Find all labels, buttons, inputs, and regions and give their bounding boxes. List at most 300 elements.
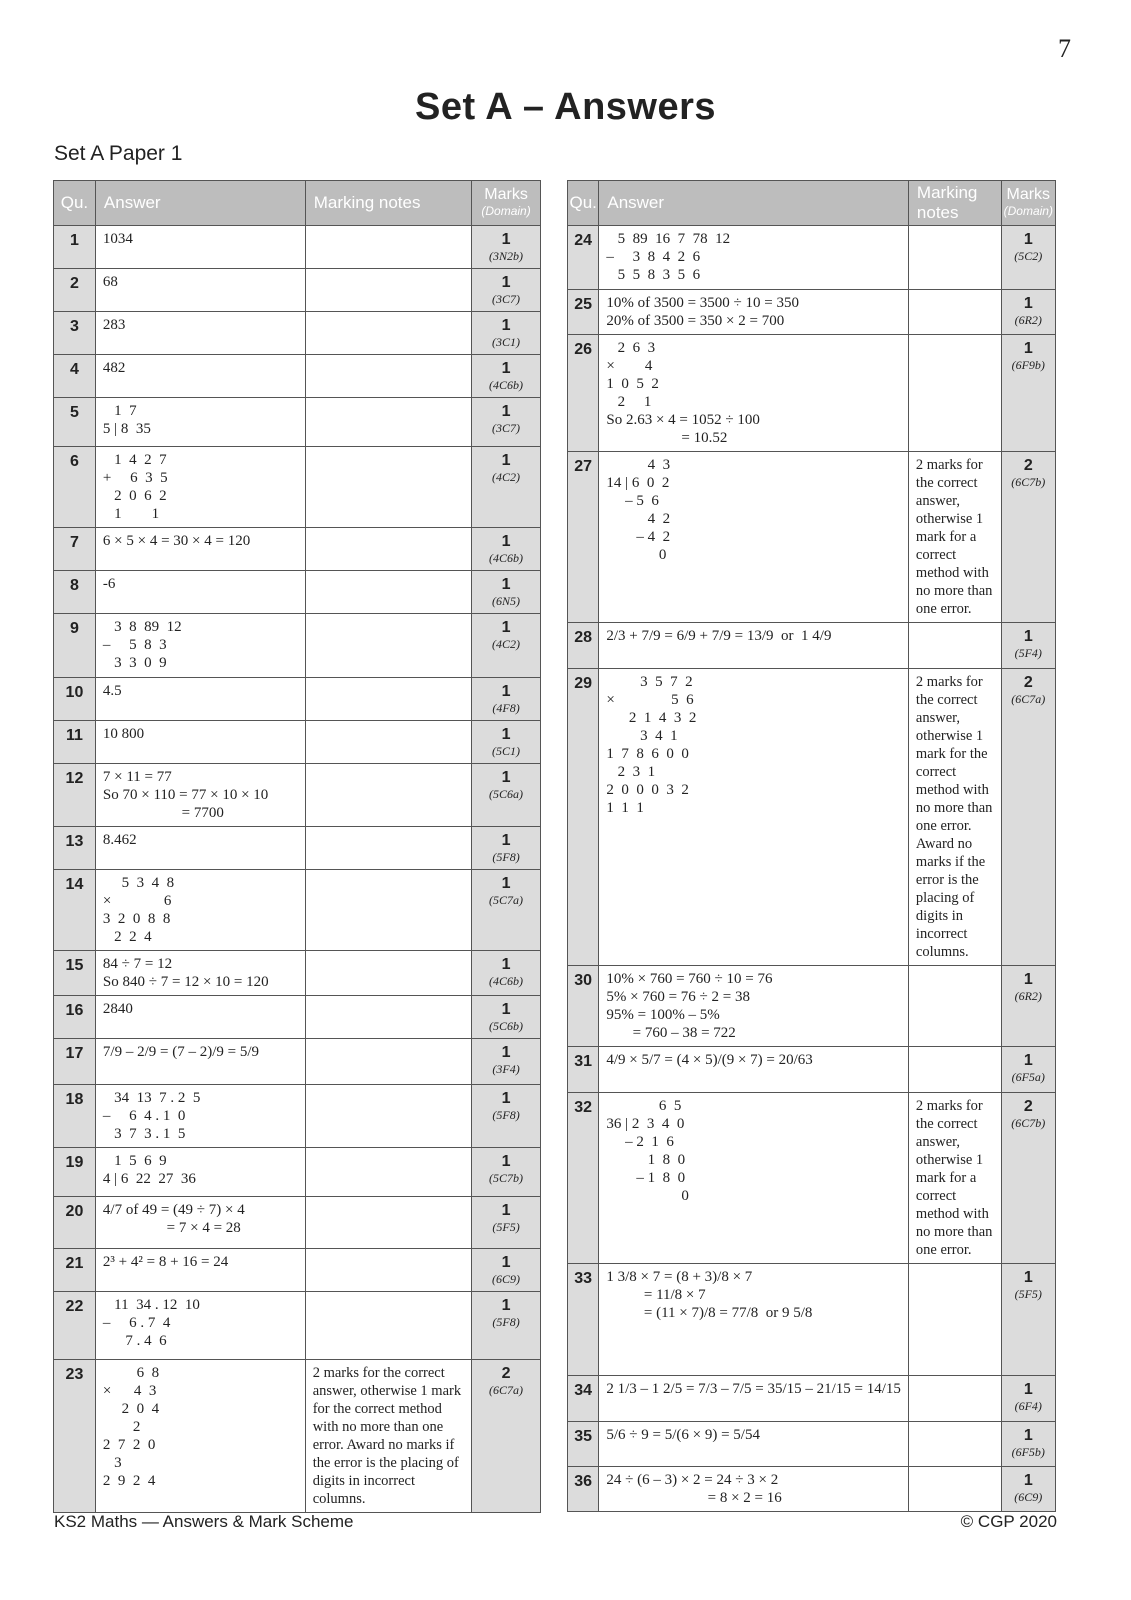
marks-value: 1 — [1023, 340, 1033, 357]
question-number: 24 — [568, 226, 599, 290]
answer-line: 3 — [102, 1455, 122, 1471]
answer-cell — [95, 721, 305, 764]
marks-value: 1 — [501, 956, 511, 973]
answer-line: So 70 × 110 = 77 × 10 × 10 — [102, 787, 269, 803]
answer-cell — [599, 1467, 909, 1512]
table-row — [568, 452, 1056, 623]
question-number: 19 — [54, 1148, 96, 1197]
answer-line: 84 ÷ 7 = 12 — [102, 956, 173, 972]
answer-line: 4/7 of 49 = (49 ÷ 7) × 4 — [102, 1202, 245, 1218]
answer-line: – 6 . 7 4 — [102, 1315, 171, 1331]
marking-notes-cell — [305, 1039, 471, 1085]
table-row — [568, 1376, 1056, 1422]
table-row — [568, 623, 1056, 669]
question-number: 17 — [54, 1039, 96, 1085]
answer-line: + 6 3 5 — [102, 470, 168, 486]
marks-cell — [1001, 335, 1055, 452]
marks-value: 1 — [1023, 1052, 1033, 1069]
answer-line: 4 3 — [606, 457, 671, 473]
domain-code: (4F8) — [492, 701, 520, 715]
domain-code: (4C6b) — [489, 378, 524, 392]
table-row — [568, 966, 1056, 1047]
marking-notes-cell — [305, 764, 471, 827]
marking-notes-cell: 2 marks for the correct answer, otherwise 1 mark for a correct method with no more than one error. — [908, 1093, 1001, 1264]
marks-cell — [472, 269, 541, 312]
marking-notes-cell — [305, 721, 471, 764]
table-row — [54, 1197, 541, 1249]
answer-line: 5% × 760 = 76 ÷ 2 = 38 — [606, 989, 750, 1005]
marks-value: 1 — [501, 726, 511, 743]
table-row — [54, 721, 541, 764]
answer-line: 1 7 8 6 0 0 — [606, 746, 689, 762]
answer-line: = 10.52 — [606, 430, 728, 446]
marking-notes-cell — [908, 966, 1001, 1047]
question-number: 16 — [54, 996, 96, 1039]
answers-table-right-body — [568, 226, 1056, 1512]
answer-line: = 11/8 × 7 — [606, 1287, 706, 1303]
question-number: 35 — [568, 1422, 599, 1467]
answer-line: 5 | 8 35 — [102, 421, 151, 437]
answer-line: 482 — [102, 360, 126, 376]
marking-notes-cell — [305, 269, 471, 312]
answer-line: 2 9 2 4 — [102, 1473, 156, 1489]
marks-cell — [472, 764, 541, 827]
marks-value: 2 — [1023, 457, 1033, 474]
answer-cell — [95, 1085, 305, 1148]
marks-value: 1 — [501, 403, 511, 420]
answer-line: 2 0 4 — [102, 1401, 160, 1417]
answer-cell — [95, 269, 305, 312]
marking-notes-cell — [305, 827, 471, 870]
marks-cell — [472, 870, 541, 951]
answer-line: -6 — [102, 576, 116, 592]
domain-code: (6C7a) — [1011, 692, 1046, 706]
answer-cell — [95, 678, 305, 721]
table-row — [54, 571, 541, 614]
answer-line: 2³ + 4² = 8 + 16 = 24 — [102, 1254, 229, 1270]
marks-value: 2 — [501, 1365, 511, 1382]
header-answer: Answer — [95, 181, 305, 226]
answer-line: 4 2 — [606, 511, 671, 527]
marks-cell — [472, 721, 541, 764]
question-number: 23 — [54, 1360, 96, 1513]
question-number: 2 — [54, 269, 96, 312]
answer-line: 20% of 3500 = 350 × 2 = 700 — [606, 313, 785, 329]
marks-value: 1 — [1023, 1381, 1033, 1398]
domain-code: (5C6a) — [489, 787, 524, 801]
marks-cell — [1001, 966, 1055, 1047]
question-number: 33 — [568, 1264, 599, 1376]
header-notes: Marking notes — [908, 181, 1001, 226]
answer-line: 2 3 1 — [606, 764, 656, 780]
answer-cell — [95, 1039, 305, 1085]
domain-code: (3N2b) — [489, 249, 524, 263]
table-row — [568, 1264, 1056, 1376]
domain-code: (6N5) — [492, 594, 521, 608]
table-row — [54, 614, 541, 678]
answer-cell — [95, 312, 305, 355]
question-number: 5 — [54, 398, 96, 447]
marks-cell — [472, 571, 541, 614]
table-row — [54, 1249, 541, 1292]
answer-cell — [599, 226, 909, 290]
marking-notes-cell — [305, 571, 471, 614]
domain-code: (5F8) — [492, 850, 520, 864]
answer-cell — [95, 614, 305, 678]
answer-line: 2 1/3 – 1 2/5 = 7/3 – 7/5 = 35/15 – 21/15 = 14/15 — [606, 1381, 901, 1397]
marks-cell — [1001, 290, 1055, 335]
question-number: 29 — [568, 669, 599, 966]
table-row — [54, 312, 541, 355]
domain-code: (6C7b) — [1011, 1116, 1046, 1130]
answers-table-left-body — [54, 226, 541, 1513]
marks-cell — [1001, 1422, 1055, 1467]
answer-cell — [95, 764, 305, 827]
marks-value: 1 — [501, 360, 511, 377]
table-header-row — [54, 181, 541, 226]
footer-left: KS2 Maths — Answers & Mark Scheme — [54, 1512, 354, 1531]
header-marks — [472, 181, 541, 226]
marking-notes-cell — [908, 1376, 1001, 1422]
answer-line: – 6 4 . 1 0 — [102, 1108, 186, 1124]
answer-line: 10% × 760 = 760 ÷ 10 = 76 — [606, 971, 773, 987]
header-marks-label: Marks — [484, 186, 528, 203]
marks-cell — [472, 1148, 541, 1197]
marking-notes-cell — [305, 1249, 471, 1292]
answer-line: × 4 — [606, 358, 653, 374]
marking-notes-cell — [908, 1422, 1001, 1467]
answer-line: 2 0 6 2 — [102, 488, 167, 504]
marks-cell — [472, 1360, 541, 1513]
marking-notes-cell — [305, 447, 471, 528]
answer-cell — [95, 827, 305, 870]
marks-cell — [1001, 1264, 1055, 1376]
answer-line: – 4 2 — [606, 529, 671, 545]
domain-code: (6R2) — [1014, 313, 1042, 327]
answer-line: 2 0 0 0 3 2 — [606, 782, 689, 798]
answer-line: 7 × 11 = 77 — [102, 769, 172, 785]
table-header-row — [568, 181, 1056, 226]
marks-value: 1 — [501, 832, 511, 849]
page-number: 7 — [1058, 34, 1071, 63]
answer-line: 3 2 0 8 8 — [102, 911, 171, 927]
answer-line: 2 1 — [606, 394, 652, 410]
domain-code: (4C2) — [492, 470, 521, 484]
domain-code: (5F8) — [492, 1315, 520, 1329]
marks-cell — [472, 678, 541, 721]
marks-value: 1 — [501, 452, 511, 469]
domain-code: (3C7) — [492, 421, 521, 435]
domain-code: (3C1) — [492, 335, 521, 349]
marking-notes-cell — [908, 226, 1001, 290]
answer-line: = 8 × 2 = 16 — [606, 1490, 782, 1506]
domain-code: (5C7b) — [489, 1171, 524, 1185]
question-number: 13 — [54, 827, 96, 870]
marks-value: 1 — [501, 683, 511, 700]
answer-line: × 6 — [102, 893, 172, 909]
table-row — [54, 528, 541, 571]
marks-value: 1 — [501, 1297, 511, 1314]
answer-cell — [95, 226, 305, 269]
marks-cell — [472, 614, 541, 678]
question-number: 31 — [568, 1047, 599, 1093]
domain-code: (4C2) — [492, 637, 521, 651]
table-row — [54, 226, 541, 269]
marks-value: 1 — [1023, 1472, 1033, 1489]
answer-line: 10% of 3500 = 3500 ÷ 10 = 350 — [606, 295, 800, 311]
marks-cell — [472, 1197, 541, 1249]
answer-line: = (11 × 7)/8 = 77/8 or 9 5/8 — [606, 1305, 813, 1321]
answer-line: – 3 8 4 2 6 — [606, 249, 701, 265]
question-number: 15 — [54, 951, 96, 996]
answer-cell — [599, 1376, 909, 1422]
marks-cell — [1001, 452, 1055, 623]
header-marks-label: Marks — [1006, 186, 1051, 203]
question-number: 9 — [54, 614, 96, 678]
domain-code: (6C7b) — [1011, 475, 1046, 489]
question-number: 28 — [568, 623, 599, 669]
question-number: 14 — [54, 870, 96, 951]
marking-notes-cell — [305, 1292, 471, 1360]
question-number: 11 — [54, 721, 96, 764]
question-number: 26 — [568, 335, 599, 452]
answer-line: – 2 1 6 — [606, 1134, 674, 1150]
answer-line: 10 800 — [102, 726, 145, 742]
marking-notes-cell: 2 marks for the correct answer, otherwise 1 mark for the correct method with no more than one error. Award no marks if the error is the placing of digits in incorrect columns. — [305, 1360, 471, 1513]
domain-code: (5C6b) — [489, 1019, 524, 1033]
answer-cell — [95, 398, 305, 447]
table-row — [54, 1148, 541, 1197]
domain-code: (6C9) — [492, 1272, 521, 1286]
header-qu: Qu. — [568, 181, 599, 226]
header-qu: Qu. — [54, 181, 96, 226]
domain-code: (6F4) — [1014, 1399, 1042, 1413]
answer-line: 3 3 0 9 — [102, 655, 167, 671]
marking-notes-cell — [305, 870, 471, 951]
marking-notes-cell — [908, 623, 1001, 669]
answer-line: = 7 × 4 = 28 — [102, 1220, 241, 1236]
marks-value: 1 — [501, 769, 511, 786]
marks-cell — [472, 827, 541, 870]
domain-code: (6C9) — [1014, 1490, 1043, 1504]
page-title: Set A – Answers — [414, 86, 717, 128]
answer-line: = 7700 — [102, 805, 224, 821]
marks-cell — [472, 1085, 541, 1148]
answer-cell — [95, 1197, 305, 1249]
question-number: 18 — [54, 1085, 96, 1148]
marks-cell — [472, 312, 541, 355]
answer-line: 283 — [102, 317, 126, 333]
question-number: 4 — [54, 355, 96, 398]
answer-cell — [599, 335, 909, 452]
answer-line: 7/9 – 2/9 = (7 – 2)/9 = 5/9 — [102, 1044, 259, 1060]
table-row — [54, 678, 541, 721]
marks-cell — [472, 226, 541, 269]
answer-line: 2/3 + 7/9 = 6/9 + 7/9 = 13/9 or 1 4/9 — [606, 628, 832, 644]
answer-line: = 760 – 38 = 722 — [606, 1025, 736, 1041]
table-row — [568, 1093, 1056, 1264]
answers-table-left — [53, 180, 541, 1513]
paper-subtitle: Set A Paper 1 — [54, 142, 183, 165]
domain-code: (6F9b) — [1011, 358, 1045, 372]
marks-value: 1 — [501, 274, 511, 291]
table-row — [54, 951, 541, 996]
answer-line: 5 89 16 7 78 12 — [606, 231, 731, 247]
marks-cell — [472, 398, 541, 447]
marking-notes-cell: 2 marks for the correct answer, otherwise 1 mark for a correct method with no more than one error. — [908, 452, 1001, 623]
table-row — [568, 226, 1056, 290]
marking-notes-cell — [908, 1047, 1001, 1093]
answer-cell — [95, 355, 305, 398]
domain-code: (5C7a) — [489, 893, 524, 907]
question-number: 36 — [568, 1467, 599, 1512]
answer-cell — [95, 951, 305, 996]
marks-value: 1 — [1023, 231, 1033, 248]
answer-line: 1 1 — [102, 506, 160, 522]
answer-line: 11 34 . 12 10 — [102, 1297, 200, 1313]
answer-line: 7 . 4 6 — [102, 1333, 167, 1349]
marks-cell — [472, 1249, 541, 1292]
table-row — [54, 1360, 541, 1513]
question-number: 7 — [54, 528, 96, 571]
question-number: 12 — [54, 764, 96, 827]
answer-cell — [599, 452, 909, 623]
table-row — [54, 1292, 541, 1360]
answer-line: 1 8 0 — [606, 1152, 686, 1168]
table-row — [54, 764, 541, 827]
answer-line: 2 1 4 3 2 — [606, 710, 697, 726]
answer-line: 2840 — [102, 1001, 133, 1017]
answer-cell — [599, 1093, 909, 1264]
answer-line: 14 | 6 0 2 — [606, 475, 670, 491]
table-row — [568, 669, 1056, 966]
marks-cell — [1001, 226, 1055, 290]
answer-line: × 5 6 — [606, 692, 694, 708]
question-number: 21 — [54, 1249, 96, 1292]
marks-cell — [472, 528, 541, 571]
answer-cell — [599, 623, 909, 669]
answer-line: – 5 6 — [606, 493, 659, 509]
marks-value: 1 — [501, 533, 511, 550]
answer-line: 2 — [102, 1419, 141, 1435]
answer-cell — [599, 1264, 909, 1376]
answer-cell — [599, 290, 909, 335]
answer-line: 4/9 × 5/7 = (4 × 5)/(9 × 7) = 20/63 — [606, 1052, 813, 1068]
question-number: 10 — [54, 678, 96, 721]
answer-cell — [95, 1292, 305, 1360]
domain-code: (3F4) — [492, 1062, 520, 1076]
marks-cell — [472, 996, 541, 1039]
answer-line: 1 1 1 — [606, 800, 644, 816]
answer-line: 5/6 ÷ 9 = 5/(6 × 9) = 5/54 — [606, 1427, 760, 1443]
marking-notes-cell — [305, 614, 471, 678]
question-number: 20 — [54, 1197, 96, 1249]
marks-value: 1 — [1023, 1269, 1033, 1286]
marks-value: 1 — [501, 1202, 511, 1219]
answer-line: 4 | 6 22 27 36 — [102, 1171, 196, 1187]
table-row — [568, 290, 1056, 335]
answer-line: 24 ÷ (6 – 3) × 2 = 24 ÷ 3 × 2 — [606, 1472, 779, 1488]
table-row — [54, 269, 541, 312]
answer-line: 68 — [102, 274, 118, 290]
answer-line: 1 0 5 2 — [606, 376, 659, 392]
domain-code: (6F5b) — [1011, 1445, 1045, 1459]
domain-code: (5C2) — [1014, 249, 1043, 263]
marking-notes-cell — [305, 398, 471, 447]
answer-line: 34 13 7 . 2 5 — [102, 1090, 201, 1106]
marks-cell — [1001, 1047, 1055, 1093]
answer-line: 5 3 4 8 — [102, 875, 175, 891]
marking-notes-cell — [305, 996, 471, 1039]
answer-line: 1 3/8 × 7 = (8 + 3)/8 × 7 — [606, 1269, 753, 1285]
answer-cell — [599, 669, 909, 966]
table-row — [54, 1039, 541, 1085]
answer-line: – 1 8 0 — [606, 1170, 686, 1186]
answer-cell — [95, 870, 305, 951]
marks-value: 1 — [501, 231, 511, 248]
answer-cell — [95, 447, 305, 528]
footer-right: © CGP 2020 — [960, 1512, 1057, 1531]
table-row — [568, 335, 1056, 452]
answer-line: 2 7 2 0 — [102, 1437, 156, 1453]
answer-cell — [599, 1422, 909, 1467]
marking-notes-cell — [908, 335, 1001, 452]
marking-notes-cell — [908, 290, 1001, 335]
domain-code: (5F5) — [492, 1220, 520, 1234]
marks-cell — [1001, 1093, 1055, 1264]
table-row — [568, 1467, 1056, 1512]
marking-notes-cell — [305, 355, 471, 398]
marking-notes-cell: 2 marks for the correct answer, otherwise 1 mark for the correct method with no more than one error. Award no marks if the error is the placing of digits in incorrect columns. — [908, 669, 1001, 966]
answer-line: 6 5 — [606, 1098, 682, 1114]
table-row — [54, 1085, 541, 1148]
answer-line: 6 8 — [102, 1365, 160, 1381]
header-notes: Marking notes — [305, 181, 471, 226]
question-number: 22 — [54, 1292, 96, 1360]
domain-code: (6F5a) — [1011, 1070, 1045, 1084]
question-number: 27 — [568, 452, 599, 623]
table-row — [568, 1047, 1056, 1093]
marks-value: 1 — [1023, 1427, 1033, 1444]
answer-line: 8.462 — [102, 832, 137, 848]
answer-cell — [599, 1047, 909, 1093]
table-row — [54, 398, 541, 447]
answer-line: 3 8 89 12 — [102, 619, 182, 635]
marks-value: 1 — [1023, 971, 1033, 988]
answer-line: 1 4 2 7 — [102, 452, 167, 468]
domain-code: (6R2) — [1014, 989, 1042, 1003]
question-number: 32 — [568, 1093, 599, 1264]
answer-line: 5 5 8 3 5 6 — [606, 267, 701, 283]
header-marks — [1001, 181, 1055, 226]
marking-notes-cell — [908, 1467, 1001, 1512]
domain-code: (5F4) — [1014, 646, 1042, 660]
answer-line: 0 — [606, 1188, 689, 1204]
domain-code: (5F5) — [1014, 1287, 1042, 1301]
marks-cell — [472, 951, 541, 996]
marks-value: 1 — [1023, 295, 1033, 312]
answer-cell — [95, 571, 305, 614]
marking-notes-cell — [305, 951, 471, 996]
answer-line: So 2.63 × 4 = 1052 ÷ 100 — [606, 412, 760, 428]
answer-line: 0 — [606, 547, 667, 563]
table-row — [54, 996, 541, 1039]
marks-value: 2 — [1023, 1098, 1033, 1115]
answer-line: 1034 — [102, 231, 133, 247]
domain-code: (5F8) — [492, 1108, 520, 1122]
answer-line: × 4 3 — [102, 1383, 157, 1399]
marks-value: 1 — [501, 1001, 511, 1018]
